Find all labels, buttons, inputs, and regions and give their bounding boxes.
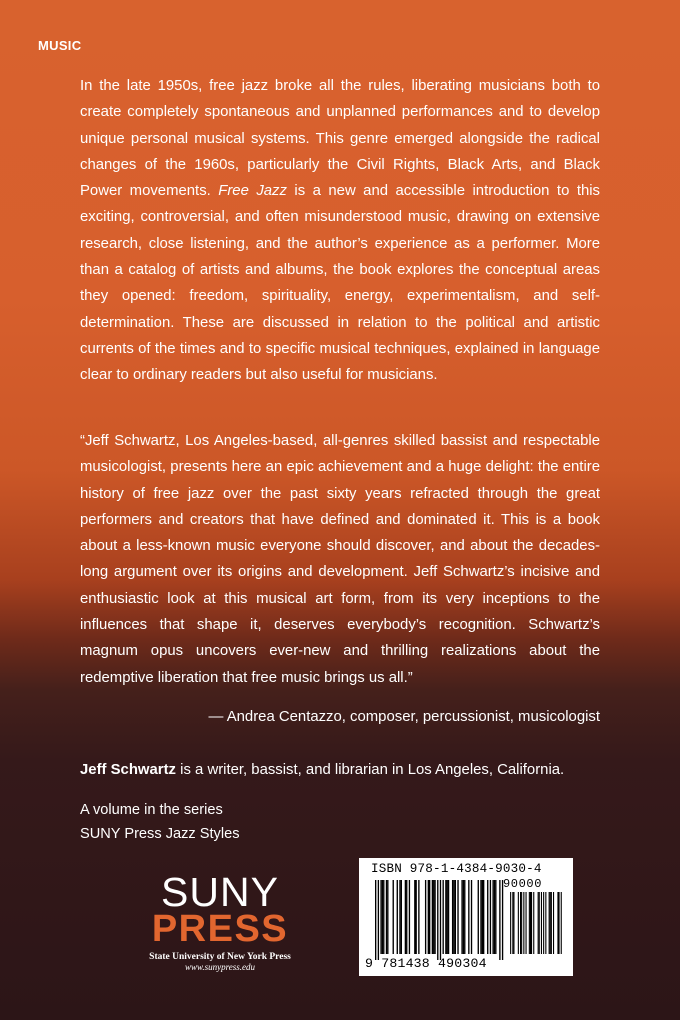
- barcode-bar: [538, 892, 539, 954]
- barcode-bar: [405, 880, 406, 954]
- barcode-bar: [434, 880, 435, 954]
- series-line-1: A volume in the series: [80, 802, 223, 818]
- barcode-bar: [533, 892, 534, 954]
- barcode-bar: [414, 880, 415, 954]
- publisher-name: SUNY: [161, 869, 279, 915]
- barcode-bar: [559, 892, 560, 954]
- barcode-bar: [513, 892, 514, 954]
- barcode-bar: [545, 892, 546, 954]
- barcode-bar: [494, 880, 495, 954]
- barcode-bar: [455, 880, 456, 954]
- barcode-bar: [495, 880, 496, 954]
- barcode-bar: [512, 892, 513, 954]
- barcode-bar: [518, 892, 519, 954]
- series-line-2: SUNY Press Jazz Styles: [80, 826, 240, 842]
- barcode-bar: [523, 892, 524, 954]
- ean-digits: 9 781438 490304: [365, 956, 487, 971]
- barcode-bar: [499, 880, 500, 960]
- quote-attribution: — Andrea Centazzo, composer, percussionist, musicologist: [208, 709, 600, 725]
- barcode-bar: [437, 880, 438, 960]
- publisher-logo: [120, 869, 320, 972]
- barcode-bar: [529, 892, 530, 954]
- isbn-barcode: [359, 858, 573, 976]
- barcode-bar: [463, 880, 464, 954]
- description-part-2: is a new and accessible introduction to this exciting, controversial, and often misunderstood music, drawing on extensive research, close listening, and the author’s experience as a performer. More than a catalog of artists and albums, the book explores the conceptual areas they opened: freedom, spirituality, energy, experimentalism, and self-determination. These are discussed in relation to the political and artistic currents of the times and to specific musical techniques, explained in language clear to ordinary readers but also useful for musicians.: [80, 183, 600, 384]
- barcode-bar: [539, 892, 540, 954]
- price-code: 90000: [503, 877, 543, 891]
- barcode-bar: [510, 892, 511, 954]
- barcode-bar: [541, 892, 542, 954]
- barcode-bar: [406, 880, 407, 954]
- barcode-bar: [521, 892, 522, 954]
- barcode-bar: [387, 880, 388, 954]
- description-part-1: In the late 1950s, free jazz broke all the rules, liberating musicians both to create completely spontaneous and unplanned performances and to develop unique personal musical systems. This genre emerged alongside the radical changes of the 1960s, particularly the Civil Rights, Black Arts, and Black Power movements.: [80, 78, 600, 200]
- barcode-bar: [397, 880, 398, 954]
- barcode-bar: [551, 892, 552, 954]
- barcode-bar: [478, 880, 479, 954]
- barcode-bar: [557, 892, 558, 954]
- barcode-bar: [448, 880, 449, 954]
- barcode-bar: [543, 892, 544, 954]
- barcode-bar: [409, 880, 410, 954]
- barcode-bar: [386, 880, 387, 954]
- barcode-bar: [443, 880, 444, 954]
- barcode-bar: [428, 880, 429, 954]
- book-description: [80, 73, 600, 389]
- review-quote: “Jeff Schwartz, Los Angeles-based, all-genres skilled bassist and respectable musicologist, presents here an epic achievement and a huge delight: the entire history of free jazz over the past sixty years refracted through the great performers and creators that have defined and dominated it. This is a book about a less-known music everyone should discover, and about the decades-long argument over its origins and development. Jeff Schwartz’s incisive and enthusiastic look at this musical art form, from its very inceptions to the influences that shape it, deserves everybody’s recognition. Schwartz’s magnum opus uncovers ever-new and thrilling realizations about the redemptive liberation that free music brings us all.”: [80, 433, 600, 686]
- barcode-bar: [452, 880, 453, 954]
- barcode-bar: [561, 892, 562, 954]
- book-title-italic: Free Jazz: [218, 183, 287, 200]
- barcode-bar: [457, 880, 458, 954]
- barcode-bar: [464, 880, 465, 954]
- barcode-bar: [480, 880, 481, 954]
- barcode-bar: [502, 880, 503, 960]
- barcode-bar: [553, 892, 554, 954]
- barcode-bar: [549, 892, 550, 954]
- author-bio-text: is a writer, bassist, and librarian in Los Angeles, California.: [176, 762, 565, 778]
- barcode-bar: [550, 892, 551, 954]
- barcode-bar: [530, 892, 531, 954]
- barcode-bar: [429, 880, 430, 954]
- barcode-bar: [393, 880, 394, 954]
- barcode-bar: [483, 880, 484, 954]
- publisher-url: www.sunypress.edu: [184, 962, 255, 972]
- barcode-bar: [468, 880, 469, 954]
- barcode-bar: [401, 880, 402, 954]
- barcode-bar: [445, 880, 446, 954]
- barcode-bar: [471, 880, 472, 954]
- series-note: [80, 798, 240, 846]
- barcode-bar: [520, 892, 521, 954]
- author-name: Jeff Schwartz: [80, 762, 176, 778]
- barcode-bar: [380, 880, 381, 954]
- barcode-bar: [378, 880, 379, 960]
- category-label: MUSIC: [38, 38, 82, 53]
- barcode-bar: [432, 880, 433, 954]
- barcode-bar: [487, 880, 488, 954]
- barcode-bar: [416, 880, 417, 954]
- barcode-bar: [492, 880, 493, 954]
- barcode-bar: [461, 880, 462, 954]
- barcode-bar: [425, 880, 426, 954]
- barcode-bar: [399, 880, 400, 954]
- barcode-bar: [440, 880, 441, 960]
- barcode-bar: [433, 880, 434, 954]
- publisher-full-name: State University of New York Press: [149, 952, 291, 962]
- isbn-label: ISBN 978-1-4384-9030-4: [371, 862, 542, 876]
- barcode-bar: [490, 880, 491, 954]
- barcode-bar: [383, 880, 384, 954]
- barcode-bar: [526, 892, 527, 954]
- barcode-bar: [531, 892, 532, 954]
- author-bio: [80, 757, 620, 783]
- publisher-press: PRESS: [151, 908, 289, 950]
- barcode-bar: [382, 880, 383, 954]
- barcode-bar: [453, 880, 454, 954]
- barcode-bar: [482, 880, 483, 954]
- barcode-bar: [375, 880, 376, 960]
- barcode-bar: [418, 880, 419, 954]
- barcode-bar: [447, 880, 448, 954]
